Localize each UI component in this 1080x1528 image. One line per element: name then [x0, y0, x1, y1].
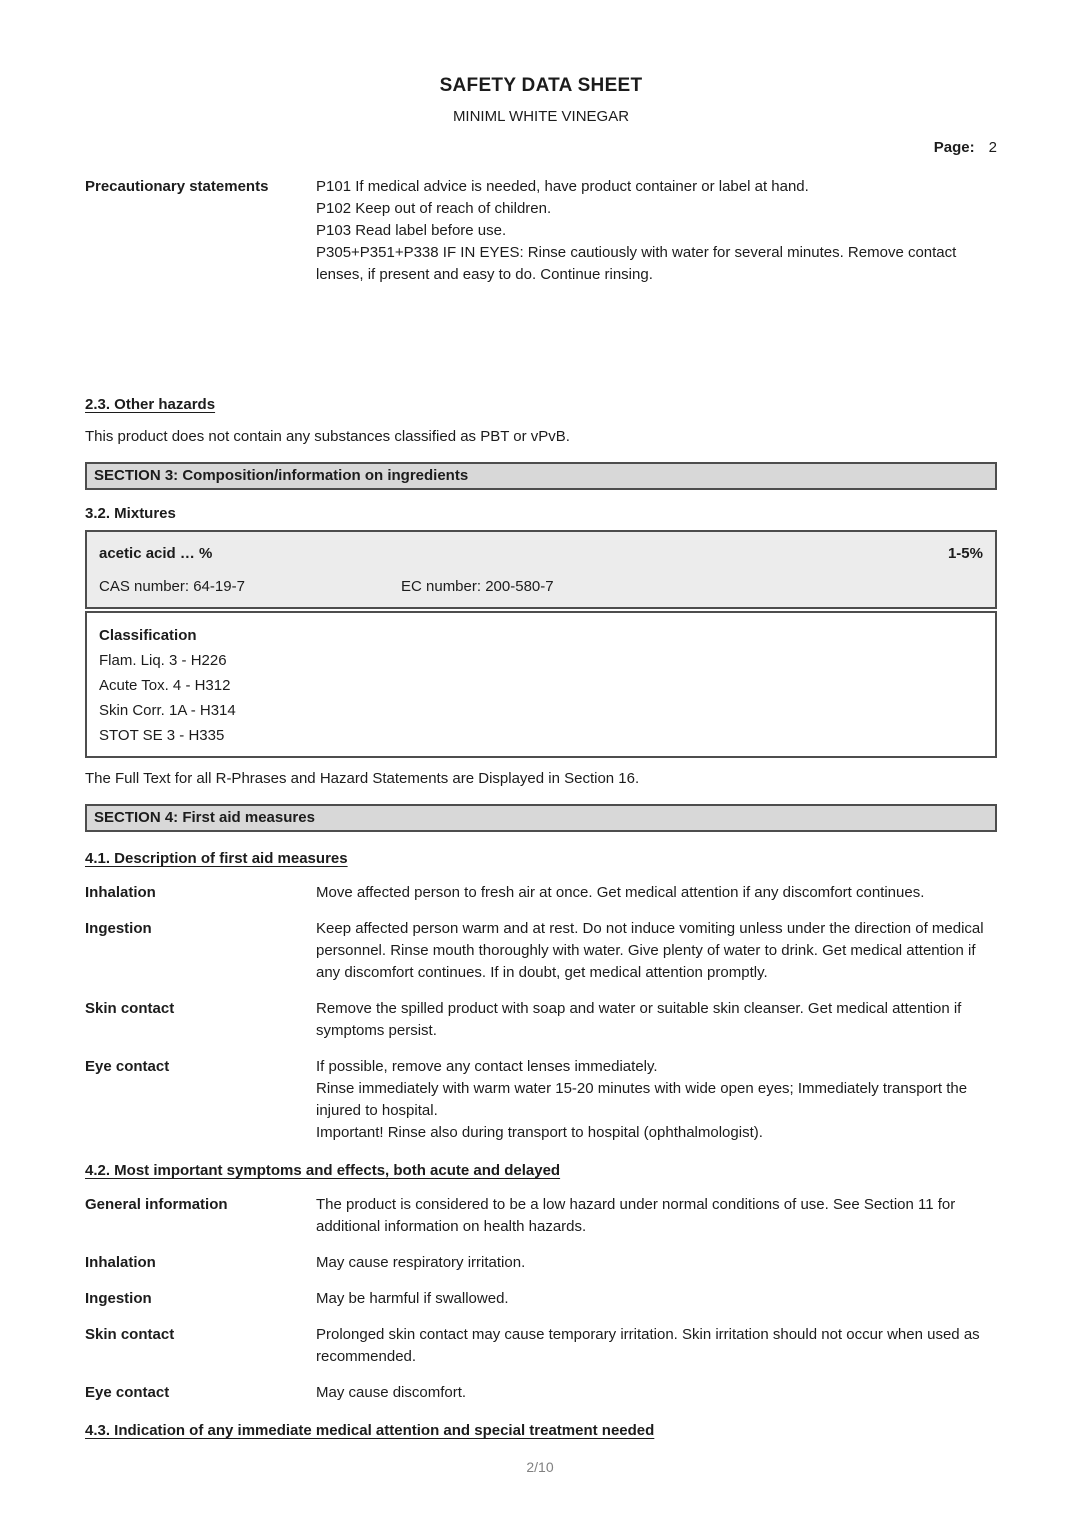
- entry-text: Remove the spilled product with soap and water or suitable skin cleanser. Get medical attention if symptoms persist.: [316, 1000, 962, 1039]
- page-footer: 2/10: [526, 1459, 554, 1475]
- ingredient-name: acetic acid … %: [99, 545, 213, 562]
- section-4-2-heading: 4.2. Most important symptoms and effects, both acute and delayed: [85, 1162, 561, 1179]
- section-3-2-heading: 3.2. Mixtures: [85, 505, 176, 522]
- entry-label: General information: [85, 1196, 228, 1213]
- symptoms-inhalation-row: [85, 1252, 997, 1274]
- symptoms-eye-contact-row: [85, 1382, 997, 1404]
- document-title: SAFETY DATA SHEET: [439, 75, 643, 96]
- section-2-3-body: This product does not contain any substances classified as PBT or vPvB.: [85, 428, 570, 445]
- precautionary-statements-label: Precautionary statements: [85, 178, 269, 195]
- page-indicator: [85, 137, 997, 159]
- entry-text: The product is considered to be a low hazard under normal conditions of use. See Section 11 for additional information on health hazards.: [316, 1196, 956, 1235]
- entry-label: Skin contact: [85, 1326, 175, 1343]
- entry-text: [316, 1056, 997, 1144]
- first-aid-eye-contact-row: [85, 1056, 997, 1144]
- entry-text: May be harmful if swallowed.: [316, 1290, 509, 1307]
- product-name: MINIML WHITE VINEGAR: [452, 108, 630, 125]
- first-aid-ingestion-row: [85, 918, 997, 984]
- entry-text: Prolonged skin contact may cause temporary irritation. Skin irritation should not occur when used as recommended.: [316, 1326, 980, 1365]
- symptoms-general-information-row: [85, 1194, 997, 1238]
- classification-item: Skin Corr. 1A - H314: [99, 702, 236, 719]
- symptoms-skin-contact-row: [85, 1324, 997, 1368]
- p-phrase-line: P103 Read label before use.: [316, 222, 507, 239]
- eye-contact-line: Important! Rinse also during transport to hospital (ophthalmologist).: [316, 1124, 763, 1141]
- eye-contact-line: Rinse immediately with warm water 15-20 minutes with wide open eyes; Immediately transport the injured to hospital.: [316, 1080, 968, 1119]
- symptoms-ingestion-row: [85, 1288, 997, 1310]
- entry-label: Inhalation: [85, 1254, 156, 1271]
- ingredient-box: [85, 530, 997, 609]
- p-phrase-line: P102 Keep out of reach of children.: [316, 200, 552, 217]
- full-text-note: The Full Text for all R-Phrases and Hazard Statements are Displayed in Section 16.: [85, 770, 640, 787]
- p-phrase-line: P101 If medical advice is needed, have product container or label at hand.: [316, 178, 809, 195]
- page-label: Page:: [933, 139, 975, 156]
- section-4-3-heading: 4.3. Indication of any immediate medical attention and special treatment needed: [85, 1422, 655, 1439]
- entry-label: Ingestion: [85, 920, 152, 937]
- classification-item: STOT SE 3 - H335: [99, 727, 225, 744]
- classification-item: Acute Tox. 4 - H312: [99, 677, 231, 694]
- page-number: 2: [988, 139, 997, 156]
- classification-item: Flam. Liq. 3 - H226: [99, 652, 227, 669]
- entry-label: Eye contact: [85, 1384, 170, 1401]
- entry-text: May cause respiratory irritation.: [316, 1254, 526, 1271]
- precautionary-statements-row: [85, 176, 997, 286]
- entry-label: Inhalation: [85, 884, 156, 901]
- first-aid-skin-contact-row: [85, 998, 997, 1042]
- entry-label: Skin contact: [85, 1000, 175, 1017]
- ingredient-concentration: 1-5%: [947, 545, 983, 562]
- entry-text: Keep affected person warm and at rest. Do not induce vomiting unless under the direction of medical personnel. Rinse mouth thoroughly with water. Give plenty of water to drink. Get medical attention if any discomfort continues. If in doubt, get medical attention promptly.: [316, 920, 984, 981]
- entry-label: Ingestion: [85, 1290, 152, 1307]
- first-aid-inhalation-row: [85, 882, 997, 904]
- ingredient-name-row: [99, 543, 983, 565]
- ec-number: EC number: 200-580-7: [401, 578, 554, 595]
- section-3-band: SECTION 3: Composition/information on ingredients: [85, 462, 997, 490]
- classification-heading: Classification: [99, 627, 197, 644]
- classification-box: [85, 611, 997, 758]
- cas-number: CAS number: 64-19-7: [99, 578, 245, 595]
- eye-contact-line: If possible, remove any contact lenses immediately.: [316, 1058, 658, 1075]
- section-4-band: SECTION 4: First aid measures: [85, 804, 997, 832]
- entry-label: Eye contact: [85, 1058, 170, 1075]
- precautionary-statements-value: [316, 176, 997, 286]
- ingredient-ids-row: [99, 576, 983, 598]
- section-4-1-heading: 4.1. Description of first aid measures: [85, 850, 348, 867]
- section-2-3-heading: 2.3. Other hazards: [85, 396, 216, 413]
- entry-text: May cause discomfort.: [316, 1384, 467, 1401]
- entry-text: Move affected person to fresh air at once. Get medical attention if any discomfort continues.: [316, 884, 925, 901]
- p-phrase-line: P305+P351+P338 IF IN EYES: Rinse cautiously with water for several minutes. Remove contact lenses, if present and easy to do. Continue rinsing.: [316, 244, 957, 283]
